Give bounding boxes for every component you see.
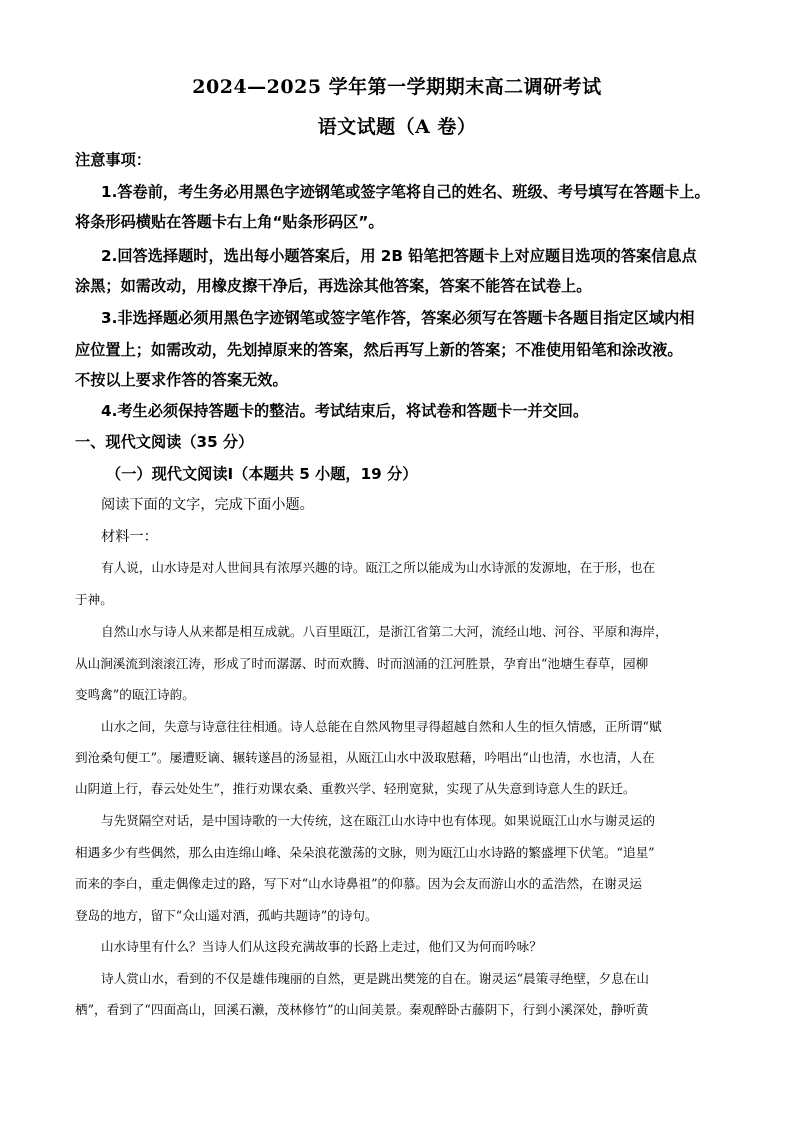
notice-item-2-line-2: 涂黑；如需改动，用橡皮擦干净后，再选涂其他答案，答案不能答在试卷上。 [75, 277, 592, 295]
notice-item-1-line-1: 1.答卷前，考生务必用黑色字迹钢笔或签字笔将自己的姓名、班级、考号填写在答题卡上。 [101, 183, 710, 201]
passage-line: 山水诗里有什么？当诗人们从这段充满故事的长路上走过，他们又为何而吟咏？ [101, 939, 542, 954]
notice-item-2-line-1: 2.回答选择题时，选出每小题答案后，用 2B 铅笔把答题卡上对应题目选项的答案信息点 [101, 247, 697, 265]
notice-item-3-line-1: 3.非选择题必须用黑色字迹钢笔或签字笔作答，答案必须写在答题卡各题目指定区域内相 [101, 309, 695, 327]
passage-line: 于神。 [75, 592, 113, 607]
passage-line: 相遇多少有些偶然，那么由连绵山峰、朵朵浪花激荡的文脉，则为瓯江山水诗路的繁盛埋下伏笔。“追星” [75, 845, 655, 860]
passage-line: 山阴道上行，春云处处生”，推行劝课农桑、重教兴学、轻刑宽狱，实现了从失意到诗意人生的跃迁。 [75, 781, 636, 796]
section-heading: 一、现代文阅读（35 分） [75, 433, 254, 451]
passage-line: 栖”，看到了“四面高山，回溪石濑，茂林修竹”的山间美景。秦观醉卧古藤阴下，行到小溪深处，静听黄 [75, 1002, 649, 1017]
passage-line: 而来的李白，重走偶像走过的路，写下对“山水诗鼻祖”的仰慕。因为会友而游山水的孟浩然，在谢灵运 [75, 876, 643, 891]
passage-line: 与先贤隔空对话，是中国诗歌的一大传统，这在瓯江山水诗中也有体现。如果说瓯江山水与谢灵运的 [101, 813, 656, 828]
notice-item-4-line-1: 4.考生必须保持答题卡的整洁。考试结束后，将试卷和答题卡一并交回。 [101, 402, 589, 420]
passage-line: 登岛的地方，留下“众山遥对酒，孤屿共题诗”的诗句。 [75, 908, 378, 923]
sub-section-heading: （一）现代文阅读Ⅰ（本题共 5 小题，19 分） [106, 465, 418, 483]
passage-line: 到沧桑句便工”。屡遭贬谪、辗转遂昌的汤显祖，从瓯江山水中汲取慰藉，吟唱出“山也清，水也清，人在 [75, 750, 655, 765]
passage-line: 诗人赏山水，看到的不仅是雄伟瑰丽的自然，更是跳出樊笼的自在。谢灵运“晨策寻绝壁，夕息在山 [101, 971, 649, 986]
passage-line: 自然山水与诗人从来都是相互成就。八百里瓯江，是浙江省第二大河，流经山地、河谷、平原和海岸， [101, 624, 668, 639]
exam-title: 2024—2025 学年第一学期期末高二调研考试 [192, 76, 602, 98]
material-label: 材料一： [101, 529, 158, 545]
notice-item-1-line-2: 将条形码横贴在答题卡右上角“贴条形码区”。 [75, 213, 384, 231]
passage-line: 变鸣禽”的瓯江诗韵。 [75, 687, 195, 702]
notice-item-3-line-2: 应位置上；如需改动，先划掉原来的答案，然后再写上新的答案；不准使用铅笔和涂改液。 [75, 341, 683, 359]
notices-heading: 注意事项： [75, 151, 151, 169]
passage-line: 有人说，山水诗是对人世间具有浓厚兴趣的诗。瓯江之所以能成为山水诗派的发源地，在于形，也在 [101, 560, 656, 575]
notice-item-3-line-3: 不按以上要求作答的答案无效。 [75, 371, 288, 389]
passage-line: 从山涧溪流到滚滚江涛，形成了时而潺潺、时而欢腾、时而汹涌的江河胜景，孕育出“池塘生春草，园柳 [75, 656, 649, 671]
paper-title: 语文试题（A 卷） [317, 116, 477, 138]
passage-line: 山水之间，失意与诗意往往相通。诗人总能在自然风物里寻得超越自然和人生的恒久情感，正所谓“赋 [101, 719, 662, 734]
reading-instruction: 阅读下面的文字，完成下面小题。 [101, 497, 314, 513]
